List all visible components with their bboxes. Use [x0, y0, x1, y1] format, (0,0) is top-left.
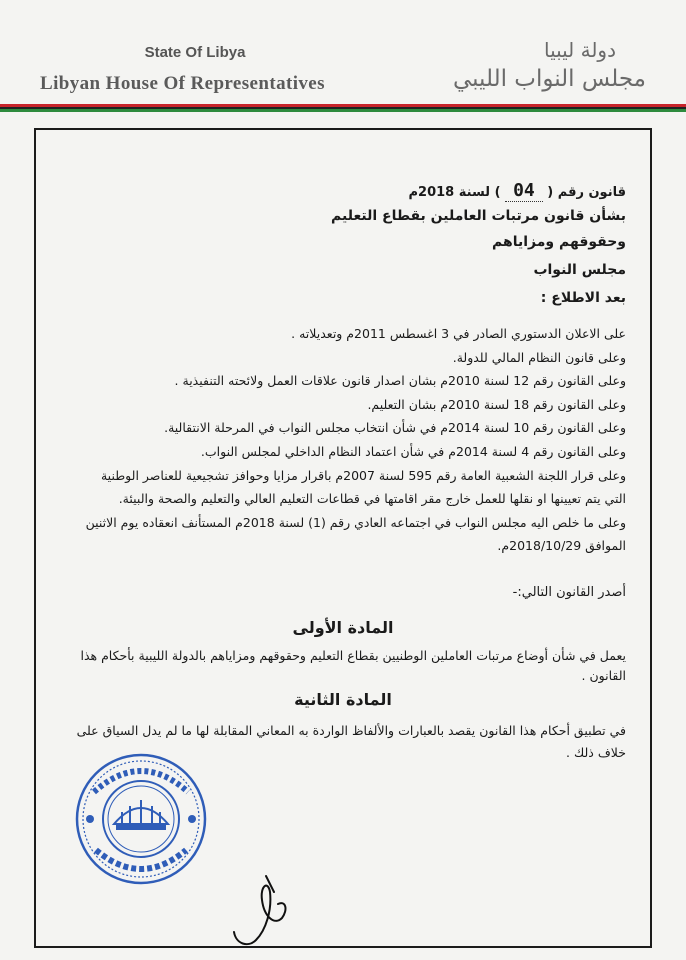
- law-subject-line1: بشأن قانون مرتبات العاملين بقطاع التعليم: [331, 208, 626, 224]
- recital-item: الموافق 2018/10/29م.: [497, 538, 626, 554]
- law-number-line: [60, 180, 626, 202]
- law-number: 04: [505, 180, 543, 202]
- state-title-en: State Of Libya: [144, 44, 246, 61]
- article1-line: يعمل في شأن أوضاع مرتبات العاملين الوطنيين بقطاع التعليم وحقوقهم ومزاياهم بالدولة الليبية بأحكام هذا: [80, 648, 626, 663]
- article2-line: في تطبيق أحكام هذا القانون يقصد بالعبارات والألفاظ الواردة به المعاني المقابلة لها ما لم يدل السياق على: [76, 723, 626, 738]
- article1-line: القانون .: [581, 668, 626, 683]
- issued-statement: أصدر القانون التالي:-: [512, 585, 626, 600]
- recital-item: وعلى القانون رقم 18 لسنة 2010م بشان التعليم.: [367, 396, 626, 412]
- law-suffix: ) لسنة 2018م: [408, 185, 501, 200]
- recital-item: على الاعلان الدستوري الصادر في 3 اغسطس 2011م وتعديلاته .: [291, 326, 626, 341]
- official-seal-icon: [74, 752, 208, 886]
- after-review-heading: بعد الاطلاع :: [540, 290, 626, 306]
- recital-item: التي يتم تعيينها او نقلها للعمل خارج مقر اقامتها في قطاعات التعليم العالي والتعليم والصحة والبيئة.: [118, 491, 626, 507]
- article1-text: [60, 646, 626, 686]
- recital-item: وعلى ما خلص اليه مجلس النواب في اجتماعه العادي رقم (1) لسنة 2018م المستأنف انعقاده يوم الاثنين: [85, 514, 626, 530]
- recital-item: وعلى القانون رقم 10 لسنة 2014م في شأن انتخاب مجلس النواب في المرحلة الانتقالية.: [164, 420, 626, 436]
- article1-title: المادة الأولى: [292, 618, 394, 637]
- house-title-en: Libyan House Of Representatives: [40, 73, 325, 94]
- law-subject-line2: وحقوقهم ومزاياهم: [492, 234, 626, 250]
- header-arabic: [396, 38, 646, 92]
- recital-item: وعلى قانون النظام المالي للدولة.: [452, 349, 626, 365]
- recital-item: وعلى قرار اللجنة الشعبية العامة رقم 595 لسنة 2007م باقرار مزايا وحوافز تشجيعية للعناصر الوطنية: [100, 467, 626, 483]
- signature-icon: [226, 870, 296, 950]
- recitals-list: [60, 322, 626, 558]
- header-english: [40, 44, 340, 95]
- libyan-flag-stripe: [0, 104, 686, 112]
- state-title-ar: دولة ليبيا: [543, 38, 616, 62]
- house-title-ar: مجلس النواب الليبي: [452, 66, 646, 92]
- council-heading: مجلس النواب: [533, 262, 626, 278]
- recital-item: وعلى القانون رقم 4 لسنة 2014م في شأن اعتماد النظام الداخلي لمجلس النواب.: [200, 443, 626, 459]
- recital-item: وعلى القانون رقم 12 لسنة 2010م بشان اصدار قانون علاقات العمل ولائحته التنفيذية .: [174, 373, 626, 389]
- article2-title: المادة الثانية: [294, 690, 392, 709]
- law-prefix: قانون رقم (: [547, 185, 626, 200]
- article2-line: خلاف ذلك .: [566, 745, 626, 760]
- flag-green-band: [0, 109, 686, 112]
